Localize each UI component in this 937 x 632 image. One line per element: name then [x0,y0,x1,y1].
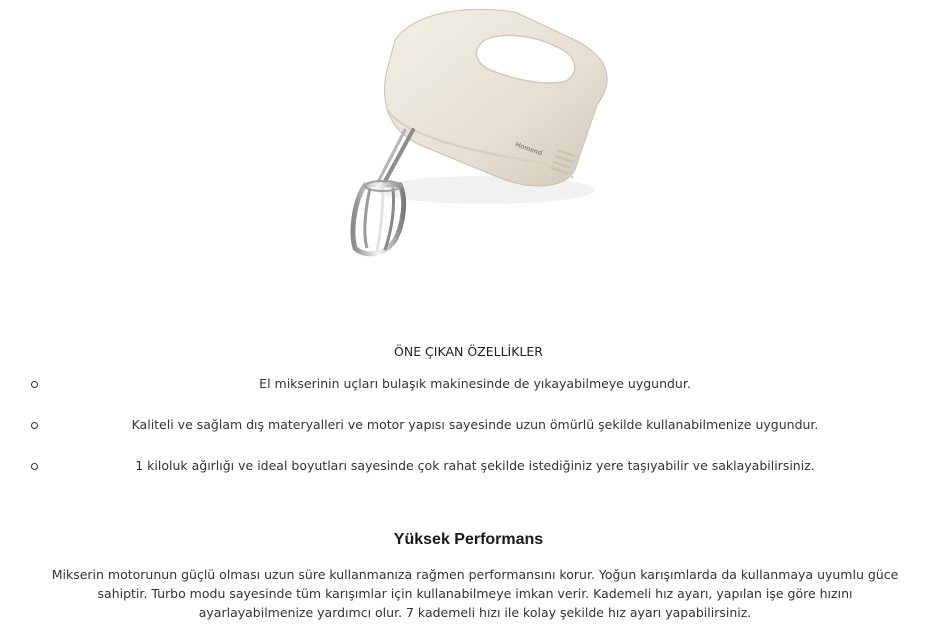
brand-label: Homend [514,141,544,158]
circle-bullet-icon [31,463,38,470]
feature-item [0,417,937,437]
performance-title: Yüksek Performans [393,531,544,548]
feature-text: El mikserinin uçları bulaşık makinesinde de yıkayabilmeye uygundur. [259,376,691,391]
feature-text: Kaliteli ve sağlam dış materyalleri ve motor yapısı sayesinde uzun ömürlü şekilde kullanabilmenize uygundur. [131,417,819,432]
circle-bullet-icon [31,381,38,388]
feature-item [0,376,937,396]
feature-text: 1 kiloluk ağırlığı ve ideal boyutları sayesinde çok rahat şekilde istediğiniz yere taşıyabilir ve saklayabilirsiniz. [135,458,815,473]
circle-bullet-icon [31,422,38,429]
feature-item [0,458,937,478]
features-title: ÖNE ÇIKAN ÖZELLİKLER [394,344,543,359]
performance-text: Mikserin motorunun güçlü olması uzun süre kullanmanıza rağmen performansını korur. Yoğun karışımlarda da kullanmaya uyumlu güce sahiptir. Turbo modu sayesinde tüm karışımlar için kullanabilmeye imkan verir. Kademeli hız ayarı, yapılan işe göre hızını ayarlayabilmenize yardımcı olur. 7 kademeli hızı ile kolay şekilde hız ayarı yapabilirsiniz. [51,567,899,620]
hand-mixer-image [325,0,625,270]
